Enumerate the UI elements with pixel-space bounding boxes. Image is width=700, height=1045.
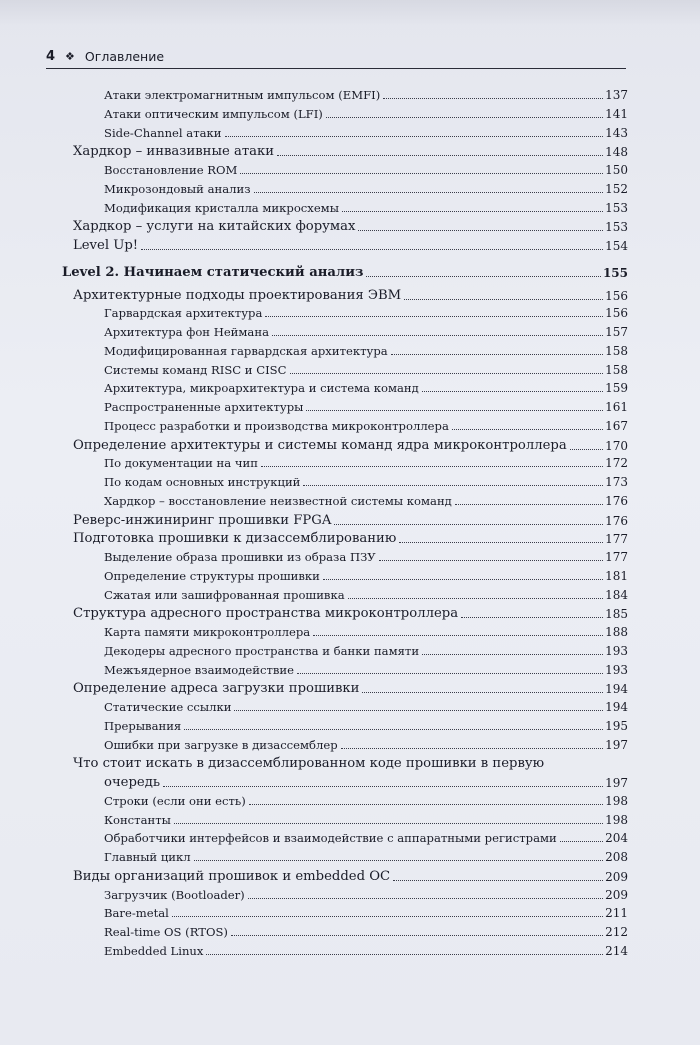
toc-entry-page: 157 xyxy=(605,325,628,339)
toc-entry-title: Embedded Linux xyxy=(104,943,204,958)
toc-entry-page: 153 xyxy=(605,200,628,215)
toc-entry-page: 148 xyxy=(605,145,628,160)
toc-entry-title: Side-Channel атаки xyxy=(104,125,222,140)
toc-entry xyxy=(104,644,628,658)
toc-entry xyxy=(104,569,628,583)
toc-entry-page: 194 xyxy=(605,700,628,714)
toc-leader-dots xyxy=(334,514,603,525)
toc-entry-page: 143 xyxy=(605,125,628,140)
toc-entry-title: Загрузчик (Bootloader) xyxy=(104,887,245,902)
toc-entry-title: Level Up! xyxy=(73,238,139,253)
toc-entry-title: Карта памяти микроконтроллера xyxy=(104,625,311,639)
toc-entry-title: Обработчики интерфейсов и взаимодействие с аппаратными регистрами xyxy=(104,831,557,846)
toc-entry-title: Строки (если они есть) xyxy=(104,793,246,808)
toc-entry-title: Реверс-инжиниринг прошивки FPGA xyxy=(73,512,332,528)
toc-leader-dots xyxy=(194,850,603,861)
toc-entry xyxy=(104,738,628,752)
toc-entry-page: 158 xyxy=(605,362,628,377)
toc-entry xyxy=(73,238,628,253)
toc-entry-page: 176 xyxy=(605,493,628,508)
toc-entry-page: 214 xyxy=(605,943,628,958)
toc-entry-page: 194 xyxy=(605,682,628,697)
toc-entry-page: 137 xyxy=(605,88,628,102)
toc-leader-dots xyxy=(249,794,603,805)
toc-entry-title: Архитектурные подходы проектирования ЭВМ xyxy=(73,287,402,303)
toc-entry-page: 193 xyxy=(605,662,628,677)
toc-entry-page: 156 xyxy=(605,306,628,321)
toc-entry-title: Атаки оптическим импульсом (LFI) xyxy=(104,106,323,121)
toc-entry xyxy=(104,850,628,864)
toc-leader-dots xyxy=(141,239,603,250)
toc-entry-title: Модифицированная гарвардская архитектура xyxy=(104,343,388,358)
toc-entry-title: Межъядерное взаимодействие xyxy=(104,662,295,677)
toc-entry-page: 153 xyxy=(605,220,628,235)
toc-entry-title: Real-time OS (RTOS) xyxy=(104,925,228,939)
toc-entry-title: Распространенные архитектуры xyxy=(104,400,304,414)
toc-entry xyxy=(73,681,628,696)
toc-entry-title: По документации на чип xyxy=(104,456,258,471)
toc-entry xyxy=(104,363,628,377)
toc-leader-dots xyxy=(290,363,604,374)
toc-entry xyxy=(104,888,628,902)
toc-entry-title: Виды организаций прошивок и embedded ОС xyxy=(73,868,391,884)
toc-entry xyxy=(73,438,628,453)
toc-entry-title: Определение адреса загрузки прошивки xyxy=(73,681,360,697)
toc-entry-page: 184 xyxy=(605,587,628,602)
section-title: Оглавление xyxy=(84,48,165,64)
toc-leader-dots xyxy=(206,944,603,955)
toc-leader-dots xyxy=(272,325,603,336)
toc-entry-title: По кодам основных инструкций xyxy=(104,475,301,489)
toc-leader-dots xyxy=(172,906,603,917)
toc-entry-title: Архитектура фон Неймана xyxy=(104,325,269,339)
toc-entry-title: Level 2. Начинаем статический анализ xyxy=(62,264,364,280)
toc-entry-page: 209 xyxy=(605,869,628,884)
toc-entry xyxy=(73,513,628,528)
toc-leader-dots xyxy=(404,289,603,300)
toc-entry-page: 150 xyxy=(605,163,628,177)
toc-entry-page: 152 xyxy=(605,181,628,196)
toc-entry-title: Константы xyxy=(104,812,171,827)
toc-entry-page: 198 xyxy=(605,793,628,808)
toc-entry xyxy=(104,201,628,215)
toc-entry-title: Процесс разработки и производства микроконтроллера xyxy=(104,418,449,433)
toc-entry-title: Сжатая или зашифрованная прошивка xyxy=(104,587,345,602)
running-header xyxy=(46,46,626,66)
toc-entry-title: Статические ссылки xyxy=(104,700,232,714)
toc-leader-dots xyxy=(277,145,603,156)
toc-leader-dots xyxy=(455,494,603,505)
toc-entry xyxy=(104,775,628,790)
toc-entry xyxy=(104,663,628,677)
toc-entry-page: 161 xyxy=(605,400,628,414)
toc-entry-title: Определение структуры прошивки xyxy=(104,568,320,583)
toc-leader-dots xyxy=(184,719,603,730)
toc-entry xyxy=(104,719,628,733)
toc-leader-dots xyxy=(174,813,603,824)
toc-leader-dots xyxy=(393,870,603,881)
toc-entry-title: Восстановление ROM xyxy=(104,163,238,177)
toc-entry xyxy=(104,944,628,958)
toc-leader-dots xyxy=(342,201,603,212)
toc-entry-title: Архитектура, микроархитектура и система команд xyxy=(104,381,419,396)
toc-leader-dots xyxy=(248,888,603,899)
toc-entry-page: 188 xyxy=(605,625,628,639)
toc-entry xyxy=(73,869,628,884)
toc-leader-dots xyxy=(261,456,603,467)
toc-entry xyxy=(104,794,628,808)
toc-entry-page: 193 xyxy=(605,643,628,658)
toc-entry xyxy=(73,288,628,303)
toc-entry-page: 156 xyxy=(605,288,628,303)
toc-entry xyxy=(73,531,628,546)
toc-entry-title: Системы команд RISC и CISC xyxy=(104,362,287,377)
toc-entry xyxy=(104,126,628,140)
toc-entry xyxy=(104,88,628,102)
toc-entry-title: Декодеры адресного пространства и банки памяти xyxy=(104,643,420,658)
toc-entry xyxy=(104,419,628,433)
toc-entry-title: Структура адресного пространства микроконтроллера xyxy=(73,606,459,622)
toc-leader-dots xyxy=(303,475,603,486)
toc-entry xyxy=(104,400,628,414)
toc-entry-page: 158 xyxy=(605,343,628,358)
toc-entry-title: Ошибки при загрузке в дизассемблер xyxy=(104,737,338,752)
toc-entry xyxy=(104,182,628,196)
header-separator: ❖ xyxy=(65,49,75,63)
toc-leader-dots xyxy=(348,588,603,599)
toc-entry xyxy=(104,107,628,121)
toc-entry xyxy=(104,381,628,395)
toc-leader-dots xyxy=(570,439,603,450)
toc-entry xyxy=(104,925,628,939)
toc-entry-page: 141 xyxy=(605,106,628,121)
toc-leader-dots xyxy=(452,419,603,430)
toc-entry-page: 208 xyxy=(605,850,628,864)
toc-leader-dots xyxy=(422,644,603,655)
toc-entry xyxy=(104,831,628,845)
toc-leader-dots xyxy=(391,344,603,355)
toc-entry-page: 155 xyxy=(602,265,628,280)
toc-entry-page: 172 xyxy=(605,456,628,471)
toc-leader-dots xyxy=(323,569,603,580)
toc-entry-page: 181 xyxy=(605,568,628,583)
toc-entry-page: 177 xyxy=(605,550,628,564)
toc-entry xyxy=(104,344,628,358)
toc-leader-dots xyxy=(231,925,603,936)
toc-leader-dots xyxy=(225,126,604,137)
toc-entry xyxy=(104,494,628,508)
toc-entry xyxy=(104,588,628,602)
toc-leader-dots xyxy=(240,163,603,174)
toc-entry-page: 197 xyxy=(605,776,628,790)
toc-entry xyxy=(104,550,628,564)
toc-leader-dots xyxy=(163,776,603,787)
toc-entry xyxy=(73,756,628,771)
toc-leader-dots xyxy=(366,266,601,277)
toc-leader-dots xyxy=(341,738,603,749)
toc-entry-title: Микрозондовый анализ xyxy=(104,181,251,196)
header-rule xyxy=(46,68,626,69)
toc-entry xyxy=(104,700,628,714)
toc-entry-title: Bare-metal xyxy=(104,906,169,921)
toc-entry xyxy=(104,625,628,639)
toc-entry-page: 176 xyxy=(605,513,628,528)
toc-entry-title: очередь xyxy=(104,775,161,790)
toc-entry xyxy=(104,306,628,320)
toc-entry-page: 195 xyxy=(605,718,628,733)
toc-leader-dots xyxy=(254,182,604,193)
toc-entry-page: 211 xyxy=(605,906,628,921)
toc-entry-page: 170 xyxy=(605,438,628,453)
toc-entry-title: Определение архитектуры и системы команд ядра микроконтроллера xyxy=(73,437,567,453)
toc-leader-dots xyxy=(326,107,603,118)
toc-leader-dots xyxy=(383,88,603,99)
toc-entry xyxy=(104,906,628,920)
toc-entry-page: 154 xyxy=(605,239,628,253)
toc-entry-page: 177 xyxy=(605,532,628,547)
toc-entry-page: 209 xyxy=(605,887,628,902)
toc-entry-page: 173 xyxy=(605,475,628,489)
toc-leader-dots xyxy=(306,400,603,411)
toc-entry-page: 212 xyxy=(605,925,628,939)
toc-leader-dots xyxy=(399,532,603,543)
toc-leader-dots xyxy=(358,220,603,231)
toc-leader-dots xyxy=(297,663,603,674)
toc-entry-page: 167 xyxy=(605,418,628,433)
toc-leader-dots xyxy=(422,381,603,392)
toc-entry xyxy=(73,144,628,159)
page-number: 4 xyxy=(46,48,56,64)
toc-entry-page: 204 xyxy=(605,831,628,846)
toc-entry-title: Атаки электромагнитным импульсом (EMFI) xyxy=(104,88,381,102)
toc-leader-dots xyxy=(234,700,603,711)
toc-entry-title: Главный цикл xyxy=(104,850,191,864)
toc-entry-title: Выделение образа прошивки из образа ПЗУ xyxy=(104,550,376,564)
toc-leader-dots xyxy=(560,831,603,842)
toc-entry-title: Хардкор – инвазивные атаки xyxy=(73,144,275,160)
toc-entry-page: 185 xyxy=(605,607,628,622)
toc-entry xyxy=(104,163,628,177)
toc-leader-dots xyxy=(379,550,603,561)
toc-entry-title: Что стоит искать в дизассемблированном коде прошивки в первую xyxy=(73,756,545,772)
toc-entry-title: Хардкор – услуги на китайских форумах xyxy=(73,219,356,235)
toc-leader-dots xyxy=(265,306,603,317)
toc-entry-title: Хардкор – восстановление неизвестной системы команд xyxy=(104,493,452,508)
toc-entry-title: Модификация кристалла микросхемы xyxy=(104,200,339,215)
toc-entry xyxy=(73,606,628,621)
toc-entry-title: Подготовка прошивки к дизассемблированию xyxy=(73,531,397,547)
toc-leader-dots xyxy=(313,625,603,636)
toc-entry xyxy=(73,219,628,234)
toc-entry-page: 197 xyxy=(605,737,628,752)
toc-entry-title: Гарвардская архитектура xyxy=(104,306,263,321)
toc-leader-dots xyxy=(362,682,603,693)
toc-entry-page: 198 xyxy=(605,812,628,827)
toc-entry-page: 159 xyxy=(605,381,628,396)
toc-entry xyxy=(104,456,628,470)
toc-entry xyxy=(62,265,628,280)
toc-entry xyxy=(104,475,628,489)
toc-leader-dots xyxy=(461,607,603,618)
page-top-shadow xyxy=(0,0,700,26)
toc-entry-title: Прерывания xyxy=(104,718,182,733)
toc-entry xyxy=(104,813,628,827)
toc-entry xyxy=(104,325,628,339)
